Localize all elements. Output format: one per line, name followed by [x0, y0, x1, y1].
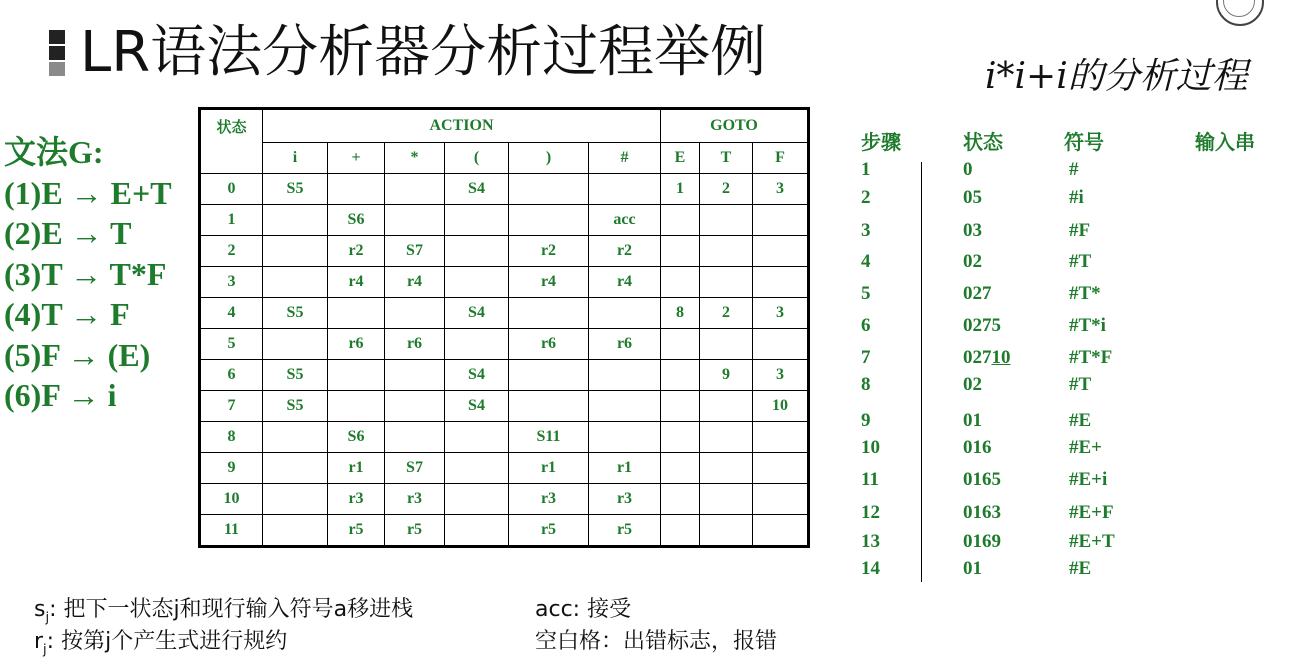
table-cell: 3 [753, 298, 809, 329]
state-cell: 5 [200, 329, 263, 360]
goto-symbol-header: T [700, 143, 753, 174]
table-cell [700, 422, 753, 453]
table-cell [700, 391, 753, 422]
table-cell [263, 422, 328, 453]
table-cell: acc [589, 205, 661, 236]
table-cell [263, 484, 328, 515]
grammar-production: (5)F → (E) [4, 336, 151, 373]
table-cell [753, 329, 809, 360]
table-cell [589, 422, 661, 453]
legend-blank: 空白格：出错标志，报错 [535, 629, 778, 654]
table-cell [661, 360, 700, 391]
action-symbol-header: ) [509, 143, 589, 174]
grammar-block [4, 132, 172, 416]
table-cell [661, 453, 700, 484]
table-cell [700, 515, 753, 547]
table-cell [445, 422, 509, 453]
steps-divider-line [921, 162, 922, 582]
table-cell: r2 [328, 236, 385, 267]
table-cell [263, 267, 328, 298]
step-symbol-cell: #E+i [1069, 469, 1108, 490]
table-cell [385, 360, 445, 391]
steps-column-header: 符号 [1064, 132, 1104, 154]
table-cell [385, 205, 445, 236]
table-cell [263, 515, 328, 547]
step-symbol-cell: #E [1069, 558, 1092, 579]
table-cell: r1 [509, 453, 589, 484]
step-state-cell: 0275 [963, 315, 1001, 336]
step-number-cell: 9 [861, 410, 871, 431]
legend-shift-text: : 把下一状态j和现行输入符号a移进栈 [49, 597, 414, 622]
table-row [200, 236, 809, 267]
table-cell: r5 [589, 515, 661, 547]
state-cell: 10 [200, 484, 263, 515]
legend-accept: acc: 接受 [535, 597, 632, 622]
table-cell [509, 205, 589, 236]
table-cell [661, 391, 700, 422]
table-cell: r6 [385, 329, 445, 360]
step-state-cell: 027 [963, 283, 992, 304]
step-number-cell: 8 [861, 374, 871, 395]
step-symbol-cell: #T*F [1069, 347, 1113, 368]
table-cell [753, 205, 809, 236]
table-cell [661, 422, 700, 453]
table-cell: S5 [263, 298, 328, 329]
step-number-cell: 2 [861, 187, 871, 208]
table-cell [589, 360, 661, 391]
state-cell: 11 [200, 515, 263, 547]
action-symbol-header: i [263, 143, 328, 174]
step-number-cell: 10 [861, 437, 880, 458]
step-symbol-cell: #T*i [1069, 315, 1106, 336]
step-symbol-cell: # [1069, 159, 1079, 180]
legend-shift-symbol: s [34, 597, 46, 622]
table-cell: 8 [661, 298, 700, 329]
lr-parsing-table [198, 107, 810, 548]
table-cell [328, 360, 385, 391]
table-cell: 10 [753, 391, 809, 422]
state-column-header: 状态 [200, 109, 263, 174]
step-number-cell: 13 [861, 531, 880, 552]
table-row [200, 205, 809, 236]
table-cell [753, 515, 809, 547]
step-symbol-cell: #E+T [1069, 531, 1115, 552]
grammar-heading: 文法G: [4, 134, 104, 170]
step-symbol-cell: #T [1069, 251, 1092, 272]
steps-column-header: 状态 [963, 132, 1003, 154]
step-state-cell: 02 [963, 251, 982, 272]
table-cell [661, 236, 700, 267]
state-cell: 7 [200, 391, 263, 422]
table-cell: 1 [661, 174, 700, 205]
step-symbol-cell: #E [1069, 410, 1092, 431]
legend-reduce-text: : 按第j个产生式进行规约 [46, 629, 288, 654]
table-cell: r4 [509, 267, 589, 298]
step-number-cell: 6 [861, 315, 871, 336]
table-cell [263, 236, 328, 267]
table-cell: S6 [328, 205, 385, 236]
legend-reduce [34, 624, 287, 657]
table-cell: S7 [385, 236, 445, 267]
step-symbol-cell: #T [1069, 374, 1092, 395]
table-cell: r5 [328, 515, 385, 547]
university-logo [1216, 0, 1264, 26]
step-number-cell: 14 [861, 558, 880, 579]
table-row [200, 298, 809, 329]
action-symbol-header: # [589, 143, 661, 174]
table-row [200, 267, 809, 298]
table-cell: S4 [445, 391, 509, 422]
table-cell: r3 [509, 484, 589, 515]
goto-symbol-header: F [753, 143, 809, 174]
table-cell: S11 [509, 422, 589, 453]
table-cell [509, 391, 589, 422]
step-state-cell: 0165 [963, 469, 1001, 490]
table-cell: 2 [700, 298, 753, 329]
table-cell: r3 [589, 484, 661, 515]
table-cell [445, 329, 509, 360]
grammar-production: (6)F → i [4, 377, 117, 413]
state-cell: 8 [200, 422, 263, 453]
state-cell: 6 [200, 360, 263, 391]
step-number-cell: 5 [861, 283, 871, 304]
state-cell: 0 [200, 174, 263, 205]
action-header: ACTION [263, 109, 661, 143]
step-number-cell: 7 [861, 347, 871, 368]
steps-column-header: 步骤 [861, 132, 901, 154]
legend-reduce-symbol: r [34, 629, 44, 654]
table-cell [661, 267, 700, 298]
table-cell [445, 484, 509, 515]
table-cell [328, 391, 385, 422]
grammar-production: (3)T → T*F [4, 255, 167, 292]
table-cell: 2 [700, 174, 753, 205]
table-row [200, 391, 809, 422]
table-cell: S4 [445, 174, 509, 205]
step-state-cell: 0169 [963, 531, 1001, 552]
table-cell [263, 453, 328, 484]
table-cell: S5 [263, 360, 328, 391]
table-row [200, 329, 809, 360]
legend-shift-subscript: j [45, 610, 50, 626]
step-number-cell: 12 [861, 502, 880, 523]
step-number-cell: 3 [861, 220, 871, 241]
page-title: LR语法分析器分析过程举例 [80, 20, 767, 85]
state-cell: 2 [200, 236, 263, 267]
step-symbol-cell: #T* [1069, 283, 1101, 304]
table-cell [700, 453, 753, 484]
table-row [200, 360, 809, 391]
table-cell [661, 515, 700, 547]
table-cell: S5 [263, 174, 328, 205]
goto-symbol-header: E [661, 143, 700, 174]
table-cell: r2 [589, 236, 661, 267]
step-number-cell: 1 [861, 159, 871, 180]
table-cell [661, 484, 700, 515]
table-cell [263, 205, 328, 236]
table-cell: r6 [509, 329, 589, 360]
table-cell [385, 174, 445, 205]
table-cell [328, 174, 385, 205]
step-state-cell: 0 [963, 159, 973, 180]
table-cell [753, 267, 809, 298]
grammar-production: (2)E → T [4, 215, 132, 251]
action-symbol-header: * [385, 143, 445, 174]
step-state-cell: 05 [963, 187, 982, 208]
table-cell [589, 298, 661, 329]
table-row [200, 174, 809, 205]
step-symbol-cell: #i [1069, 187, 1084, 208]
table-cell [700, 329, 753, 360]
table-cell: r4 [589, 267, 661, 298]
table-cell [700, 267, 753, 298]
legend-shift [34, 592, 413, 625]
table-cell: r4 [328, 267, 385, 298]
step-symbol-cell: #E+F [1069, 502, 1114, 523]
table-row [200, 484, 809, 515]
table-cell [385, 298, 445, 329]
table-cell: r3 [328, 484, 385, 515]
table-cell: r3 [385, 484, 445, 515]
step-number-cell: 4 [861, 251, 871, 272]
state-cell: 9 [200, 453, 263, 484]
step-state-cell: 0163 [963, 502, 1001, 523]
table-cell: 3 [753, 174, 809, 205]
table-cell: r1 [328, 453, 385, 484]
step-state-cell: 03 [963, 220, 982, 241]
table-cell: r5 [509, 515, 589, 547]
table-cell: r5 [385, 515, 445, 547]
table-cell [328, 298, 385, 329]
table-cell [385, 391, 445, 422]
page-subtitle: i*i+i的分析过程 [985, 56, 1248, 97]
action-symbol-header: ( [445, 143, 509, 174]
step-symbol-cell: #F [1069, 220, 1091, 241]
table-cell: S4 [445, 360, 509, 391]
table-row [200, 422, 809, 453]
step-state-cell: 01 [963, 558, 982, 579]
steps-column-header: 输入串 [1195, 132, 1255, 154]
title-bullet-icon [49, 30, 65, 78]
table-cell: r4 [385, 267, 445, 298]
table-cell [445, 205, 509, 236]
table-cell: S5 [263, 391, 328, 422]
table-cell: r6 [589, 329, 661, 360]
table-cell [445, 236, 509, 267]
table-cell: r2 [509, 236, 589, 267]
table-cell: r6 [328, 329, 385, 360]
state-cell: 1 [200, 205, 263, 236]
table-cell [263, 329, 328, 360]
state-cell: 3 [200, 267, 263, 298]
table-cell [700, 236, 753, 267]
table-cell [445, 267, 509, 298]
table-cell [700, 484, 753, 515]
legend-reduce-subscript: j [43, 642, 47, 658]
state-cell: 4 [200, 298, 263, 329]
step-state-cell: 02 [963, 374, 982, 395]
table-cell [700, 205, 753, 236]
table-cell [753, 453, 809, 484]
action-symbol-header: + [328, 143, 385, 174]
step-state-cell: 01 [963, 410, 982, 431]
table-cell [509, 360, 589, 391]
step-symbol-cell: #E+ [1069, 437, 1102, 458]
table-cell: 9 [700, 360, 753, 391]
table-row [200, 453, 809, 484]
table-row [200, 515, 809, 547]
table-cell: r1 [589, 453, 661, 484]
step-state-cell: 02710 [963, 347, 1011, 368]
table-cell [445, 453, 509, 484]
table-cell [753, 236, 809, 267]
table-cell [753, 422, 809, 453]
grammar-production: (1)E → E+T [4, 174, 172, 211]
table-cell [661, 329, 700, 360]
table-cell [661, 205, 700, 236]
step-number-cell: 11 [861, 469, 879, 490]
table-cell [753, 484, 809, 515]
table-cell [589, 391, 661, 422]
table-cell: S7 [385, 453, 445, 484]
table-cell [445, 515, 509, 547]
table-cell: S6 [328, 422, 385, 453]
grammar-production: (4)T → F [4, 296, 130, 332]
table-cell [509, 298, 589, 329]
table-cell [509, 174, 589, 205]
table-cell: 3 [753, 360, 809, 391]
goto-header: GOTO [661, 109, 809, 143]
table-cell [589, 174, 661, 205]
table-cell: S4 [445, 298, 509, 329]
table-cell [385, 422, 445, 453]
step-state-cell: 016 [963, 437, 992, 458]
